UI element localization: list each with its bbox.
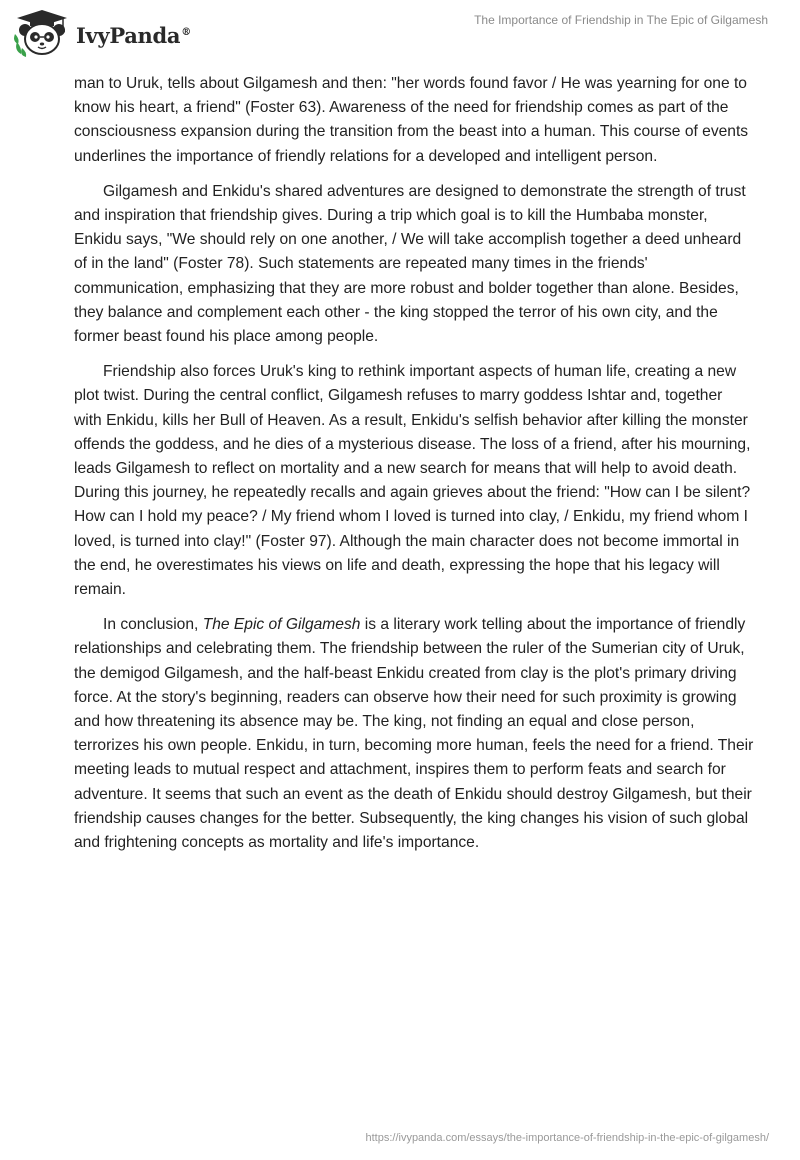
page-header: [0, 0, 800, 70]
paragraph-1: man to Uruk, tells about Gilgamesh and then: "her words found favor / He was yearning for one to know his heart, a friend" (Foster 63). Awareness of the need for friendship comes as part of the consciousness expansion during the transition from the beast into a human. This course of events underlines the importance of friendly relations for a developed and intelligent person.: [74, 75, 749, 165]
ivypanda-logo[interactable]: [13, 8, 191, 58]
paragraph-4-lead: In conclusion,: [103, 616, 203, 634]
panda-graduate-icon: [13, 8, 71, 58]
paragraph-2: Gilgamesh and Enkidu's shared adventures are designed to demonstrate the strength of trust and inspiration that friendship gives. During a trip which goal is to kill the Humbaba monster, Enkidu says, "We should rely on one another, / We will take accomplish together a deed unheard of in the land" (Foster 78). Such statements are repeated many times in the friends' communication, emphasizing that they are more robust and bolder together than alone. Besides, they balance and complement each other - the king stopped the terror of his own city, and the former beast found his place among people.: [74, 182, 746, 346]
work-title: The Epic of Gilgamesh: [202, 616, 361, 634]
essay-body: [74, 72, 754, 866]
paragraph-4-rest: is a literary work telling about the importance of friendly relationships and celebrating them. The friendship between the ruler of the Sumerian city of Uruk, the demigod Gilgamesh, and the half-beast Enkidu created from clay is the plot's primary driving force. At the story's beginning, readers can observe how their need for such proximity is growing and how threatening its absence may be. The king, not finding an equal and close person, terrorizes his own people. Enkidu, in turn, becoming more human, feels the need for a friend. Their meeting leads to mutual respect and attachment, inspires them to perform feats and search for adventure. It seems that such an event as the death of Enkidu should destroy Gilgamesh, but their friendship causes changes for the better. Subsequently, the king changes his vision of such global and frightening concepts as mortality and life's importance.: [74, 616, 754, 852]
document-title: The Importance of Friendship in The Epic of Gilgamesh: [474, 13, 768, 27]
brand-name: [76, 23, 191, 48]
paragraph-4: [74, 613, 754, 855]
paragraph-3: Friendship also forces Uruk's king to rethink important aspects of human life, creating a new plot twist. During the central conflict, Gilgamesh refuses to marry goddess Ishtar and, together with Enkidu, kills her Bull of Heaven. As a result, Enkidu's selfish behavior after killing the monster offends the goddess, and he dies of a mysterious disease. The loss of a friend, after his mourning, leads Gilgamesh to reflect on mortality and a new search for means that will help to avoid death. During this journey, he repeatedly recalls and again grieves about the friend: "How can I be silent? How can I hold my peace? / My friend whom I loved is turned into clay, / Enkidu, my friend whom I loved, is turned into clay!" (Foster 97). Although the main character does not become immortal in the end, he overestimates his views on life and death, expressing the hope that his legacy will remain.: [74, 363, 751, 599]
registered-mark: ®: [181, 26, 191, 38]
brand-label: IvyPanda: [76, 22, 181, 48]
source-url[interactable]: https://ivypanda.com/essays/the-importance-of-friendship-in-the-epic-of-gilgamesh/: [365, 1132, 769, 1144]
